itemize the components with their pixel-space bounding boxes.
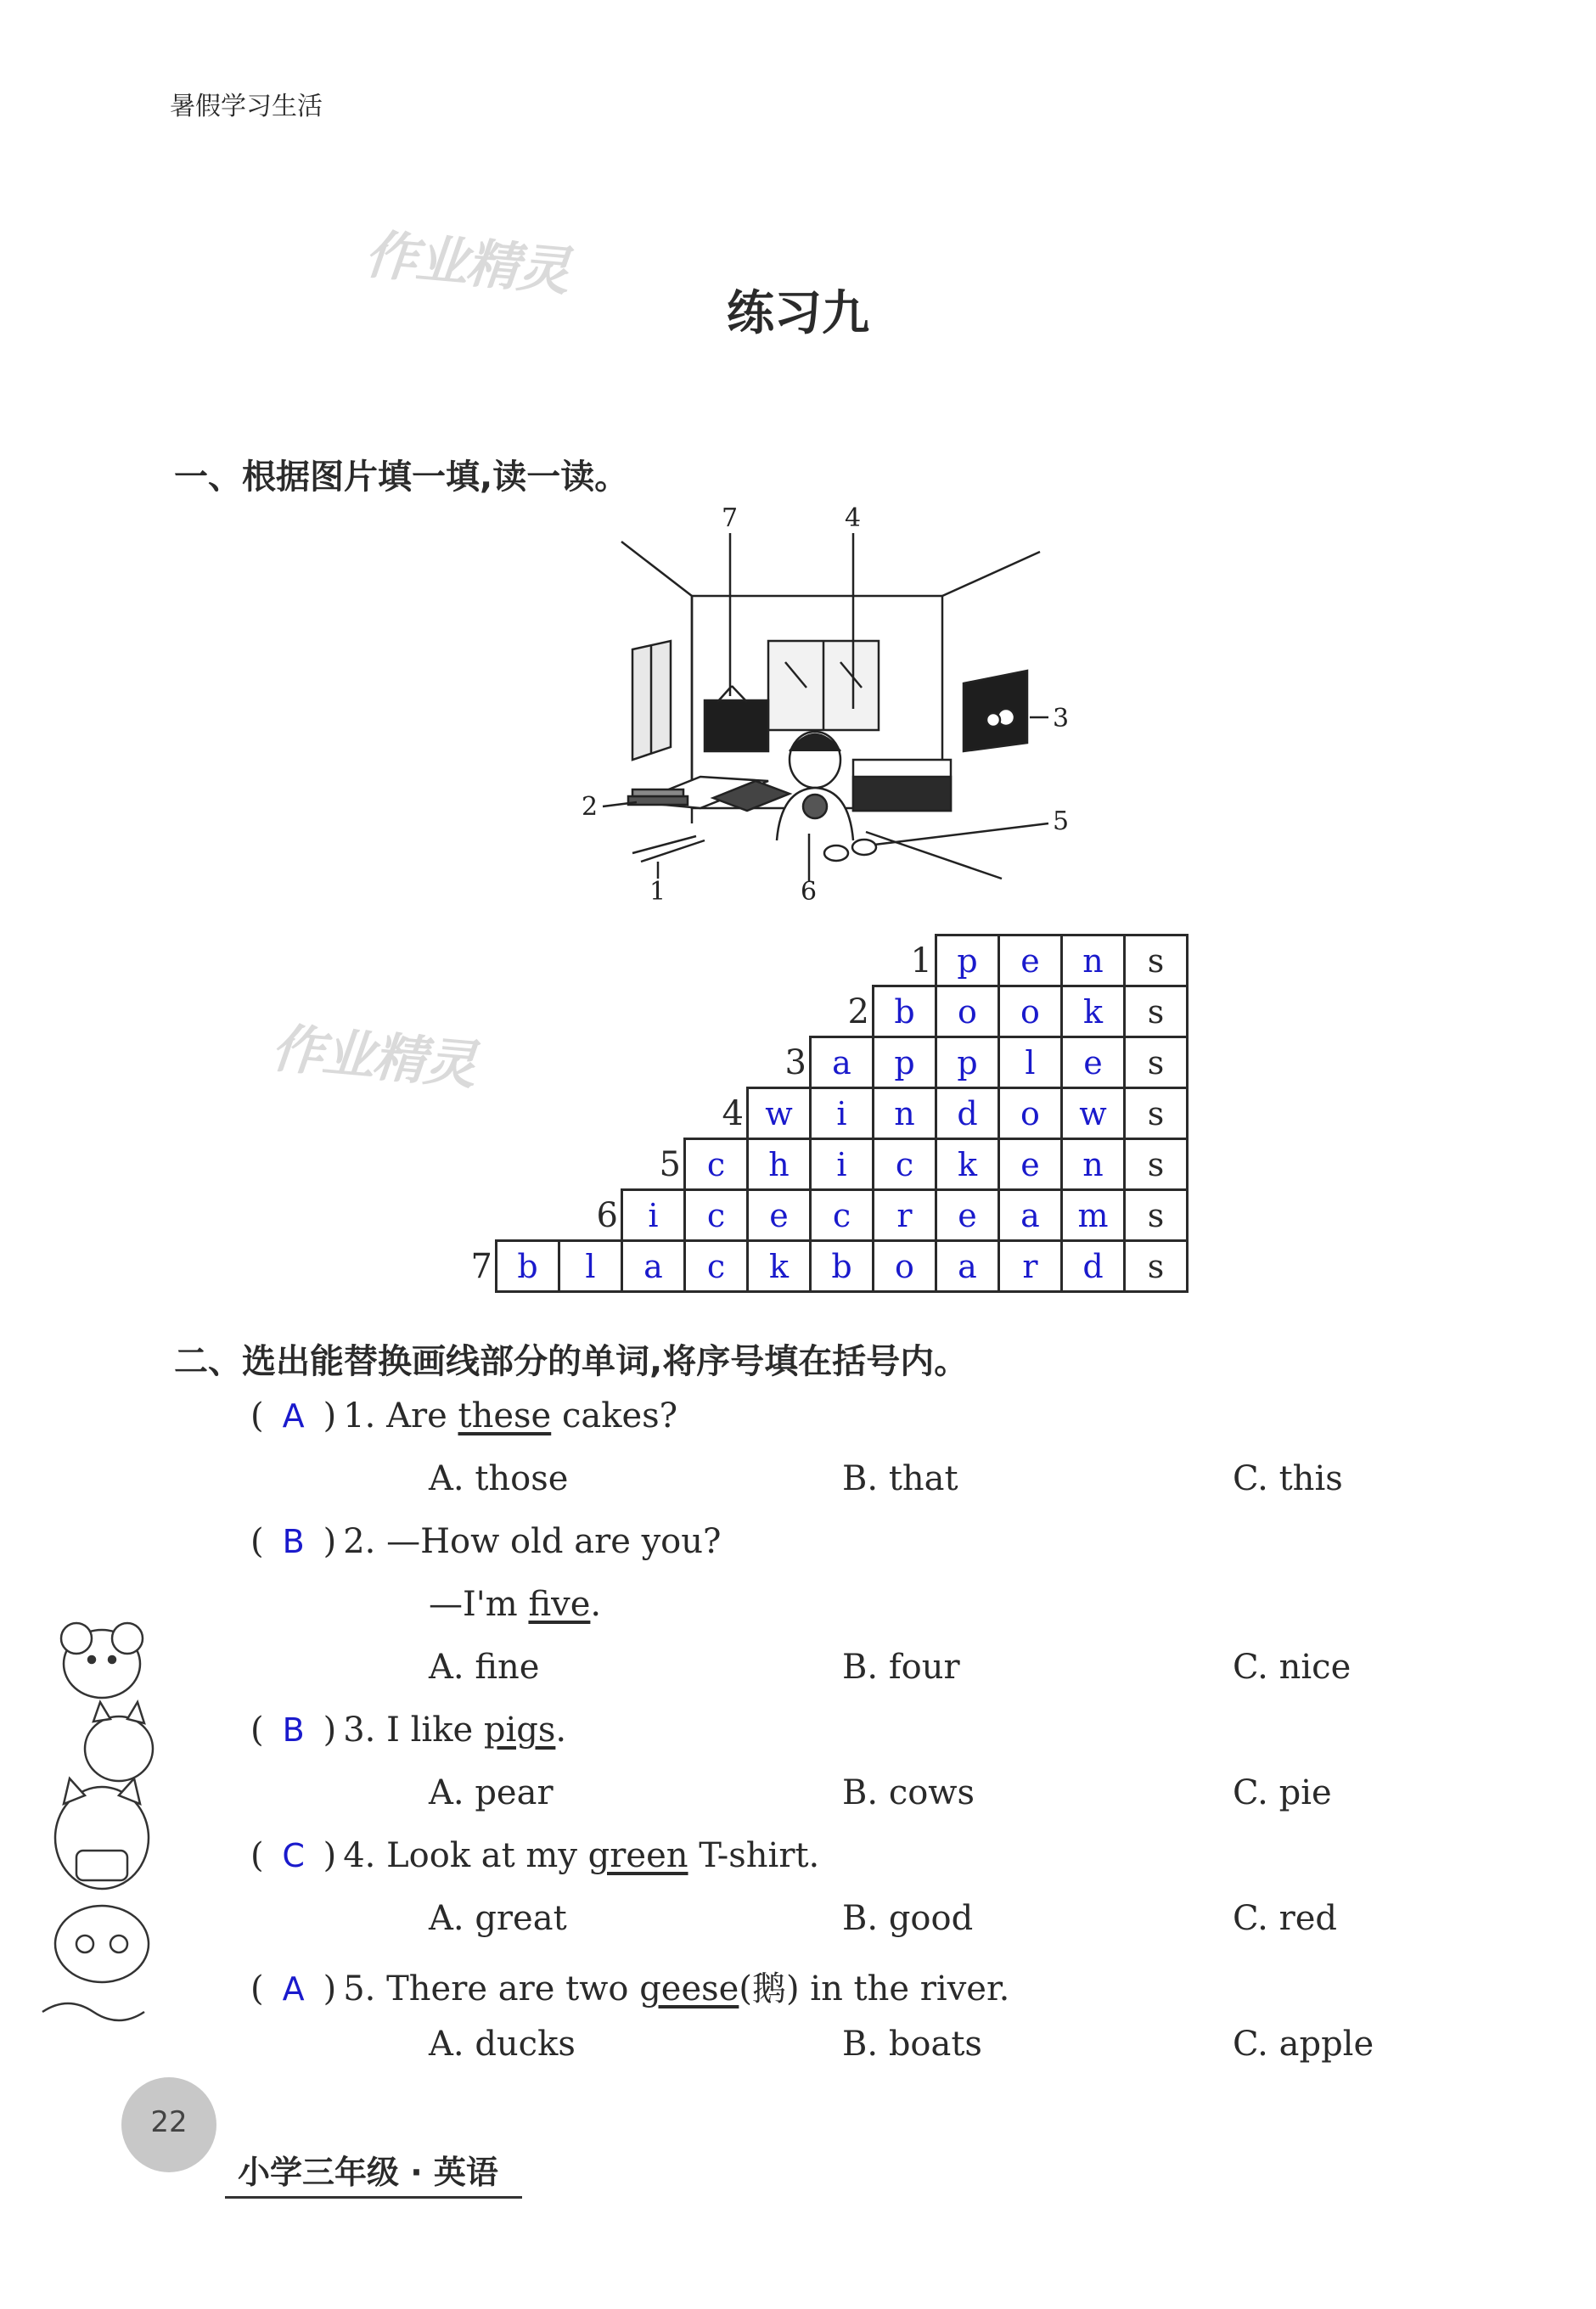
option-a[interactable]: A. great (429, 1899, 567, 1938)
grid-cell-letter[interactable]: c (809, 1188, 874, 1242)
grid-cell-suffix[interactable]: s (1123, 1036, 1189, 1089)
option-b[interactable]: B. cows (842, 1773, 975, 1812)
question-text: I like (386, 1711, 484, 1750)
answer-field[interactable]: A (282, 1970, 305, 2008)
grid-cell-suffix[interactable]: s (1123, 934, 1189, 987)
option-a[interactable]: A. those (429, 1459, 569, 1498)
grid-cell-letter[interactable]: n (872, 1087, 937, 1140)
underlined-word: green (587, 1836, 688, 1875)
grid-cell-letter[interactable]: l (997, 1036, 1063, 1089)
row-number: 4 (722, 1094, 744, 1133)
grid-cell-letter[interactable]: b (809, 1239, 874, 1293)
picture-label: 3 (1053, 704, 1070, 733)
answer-field[interactable]: B (282, 1711, 305, 1749)
grid-cell-letter[interactable]: e (997, 934, 1063, 987)
picture-label: 1 (649, 877, 666, 907)
question-row (250, 1711, 566, 1750)
underlined-word: geese (639, 1969, 739, 2008)
grid-cell-letter[interactable]: c (683, 1138, 749, 1191)
option-c[interactable]: C. this (1233, 1459, 1343, 1498)
grid-cell-letter[interactable]: w (746, 1087, 812, 1140)
question-number: 4. (343, 1836, 376, 1875)
option-c[interactable]: C. pie (1233, 1773, 1332, 1812)
question-text-end: . (555, 1711, 567, 1750)
question-number: 2. (343, 1522, 376, 1561)
grid-cell-letter[interactable]: n (1060, 1138, 1126, 1191)
grid-cell-letter[interactable]: d (1060, 1239, 1126, 1293)
grid-cell-letter[interactable]: o (935, 985, 1000, 1038)
question-text: There are two (386, 1969, 640, 2008)
question-text: —How old are you? (386, 1522, 722, 1561)
row-number: 2 (847, 992, 869, 1031)
open-paren: ( (250, 1522, 264, 1561)
close-paren: ) (323, 1711, 337, 1750)
option-b[interactable]: B. boats (842, 2025, 982, 2064)
question-text-end: cakes? (551, 1396, 678, 1435)
grid-cell-letter[interactable]: b (495, 1239, 560, 1293)
question-row-line2 (429, 1585, 601, 1624)
grid-cell-letter[interactable]: o (997, 1087, 1063, 1140)
underlined-word: these (458, 1396, 552, 1435)
grid-cell-letter[interactable]: r (997, 1239, 1063, 1293)
option-b[interactable]: B. that (842, 1459, 958, 1498)
grid-cell-letter[interactable]: k (1060, 985, 1126, 1038)
open-paren: ( (250, 1969, 264, 2008)
grid-cell-letter[interactable]: e (997, 1138, 1063, 1191)
grid-cell-letter[interactable]: p (935, 934, 1000, 987)
grid-cell-letter[interactable]: i (809, 1087, 874, 1140)
grid-cell-letter[interactable]: r (872, 1188, 937, 1242)
question-number: 1. (343, 1396, 376, 1435)
option-a[interactable]: A. ducks (429, 2025, 576, 2064)
underlined-word: pigs (483, 1711, 556, 1750)
grid-cell-letter[interactable]: k (935, 1138, 1000, 1191)
close-paren: ) (323, 1522, 337, 1561)
header-title: 暑假学习生活 (170, 92, 323, 121)
grid-cell-letter[interactable]: l (558, 1239, 623, 1293)
grid-cell-letter[interactable]: p (935, 1036, 1000, 1089)
picture-label: 6 (801, 877, 818, 907)
footer-divider (225, 2196, 522, 2199)
grid-cell-letter[interactable]: a (621, 1239, 686, 1293)
open-paren: ( (250, 1711, 264, 1750)
option-a[interactable]: A. fine (429, 1648, 540, 1687)
option-c[interactable]: C. nice (1233, 1648, 1352, 1687)
question-row (250, 1396, 677, 1435)
grid-cell-letter[interactable]: a (997, 1188, 1063, 1242)
row-number: 5 (659, 1145, 681, 1184)
grid-cell-letter[interactable]: c (872, 1138, 937, 1191)
grid-cell-letter[interactable]: e (746, 1188, 812, 1242)
grid-cell-suffix[interactable]: s (1123, 1087, 1189, 1140)
question-number: 3. (343, 1711, 376, 1750)
picture-label: 7 (722, 503, 739, 533)
grid-cell-letter[interactable]: a (809, 1036, 874, 1089)
row-number: 7 (470, 1247, 492, 1286)
underlined-word: five (528, 1585, 591, 1624)
open-paren: ( (250, 1836, 264, 1875)
grid-cell-letter[interactable]: h (746, 1138, 812, 1191)
grid-cell-letter[interactable]: o (997, 985, 1063, 1038)
question-text-end: (鹅) in the river. (739, 1969, 1010, 2008)
question-row (250, 1962, 1009, 2010)
grid-cell-letter[interactable]: d (935, 1087, 1000, 1140)
section1-heading: 一、根据图片填一填,读一读。 (174, 458, 629, 497)
close-paren: ) (323, 1396, 337, 1435)
option-c[interactable]: C. apple (1233, 2025, 1374, 2064)
grid-cell-suffix[interactable]: s (1123, 1188, 1189, 1242)
grid-cell-suffix[interactable]: s (1123, 1239, 1189, 1293)
grid-cell-letter[interactable]: k (746, 1239, 812, 1293)
option-b[interactable]: B. four (842, 1648, 960, 1687)
row-number: 1 (910, 941, 932, 980)
picture-label: 4 (845, 503, 862, 533)
grid-cell-letter[interactable]: b (872, 985, 937, 1038)
question-text-end: . (590, 1585, 602, 1624)
grid-cell-letter[interactable]: c (683, 1239, 749, 1293)
question-row (250, 1522, 721, 1561)
grid-cell-letter[interactable]: i (809, 1138, 874, 1191)
watermark: 作业精灵 (268, 1016, 478, 1097)
page-number: 22 (150, 2105, 188, 2139)
grid-cell-letter[interactable]: e (1060, 1036, 1126, 1089)
grid-cell-suffix[interactable]: s (1123, 1138, 1189, 1191)
row-number: 3 (784, 1043, 806, 1082)
grid-cell-letter[interactable]: n (1060, 934, 1126, 987)
question-text: —I'm (429, 1585, 529, 1624)
grid-cell-letter[interactable]: o (872, 1239, 937, 1293)
footer-text: 小学三年级 · 英语 (238, 2154, 498, 2191)
question-row (250, 1836, 819, 1875)
close-paren: ) (323, 1836, 337, 1875)
grid-cell-letter[interactable]: w (1060, 1087, 1126, 1140)
grid-cell-letter[interactable]: a (935, 1239, 1000, 1293)
option-a[interactable]: A. pear (429, 1773, 554, 1812)
grid-cell-letter[interactable]: e (935, 1188, 1000, 1242)
grid-cell-letter[interactable]: p (872, 1036, 937, 1089)
open-paren: ( (250, 1396, 264, 1435)
section2-heading: 二、选出能替换画线部分的单词,将序号填在括号内。 (174, 1342, 969, 1381)
answer-field[interactable]: A (282, 1397, 305, 1435)
question-number: 5. (343, 1969, 376, 2008)
row-number: 6 (596, 1196, 618, 1235)
watermark: 作业精灵 (362, 222, 571, 303)
option-c[interactable]: C. red (1233, 1899, 1338, 1938)
grid-cell-letter[interactable]: m (1060, 1188, 1126, 1242)
question-text-end: T-shirt. (688, 1836, 820, 1875)
option-b[interactable]: B. good (842, 1899, 974, 1938)
grid-cell-suffix[interactable]: s (1123, 985, 1189, 1038)
answer-field[interactable]: B (282, 1523, 305, 1560)
picture-label: 5 (1053, 806, 1070, 836)
answer-field[interactable]: C (282, 1837, 305, 1874)
picture-label: 2 (582, 792, 598, 822)
close-paren: ) (323, 1969, 337, 2008)
page-title: 练习九 (727, 286, 869, 341)
grid-cell-letter[interactable]: i (621, 1188, 686, 1242)
question-text: Are (386, 1396, 458, 1435)
classroom-illustration (560, 501, 1070, 908)
question-text: Look at my (386, 1836, 588, 1875)
grid-cell-letter[interactable]: c (683, 1188, 749, 1242)
cartoon-animals-illustration (34, 1613, 178, 2037)
